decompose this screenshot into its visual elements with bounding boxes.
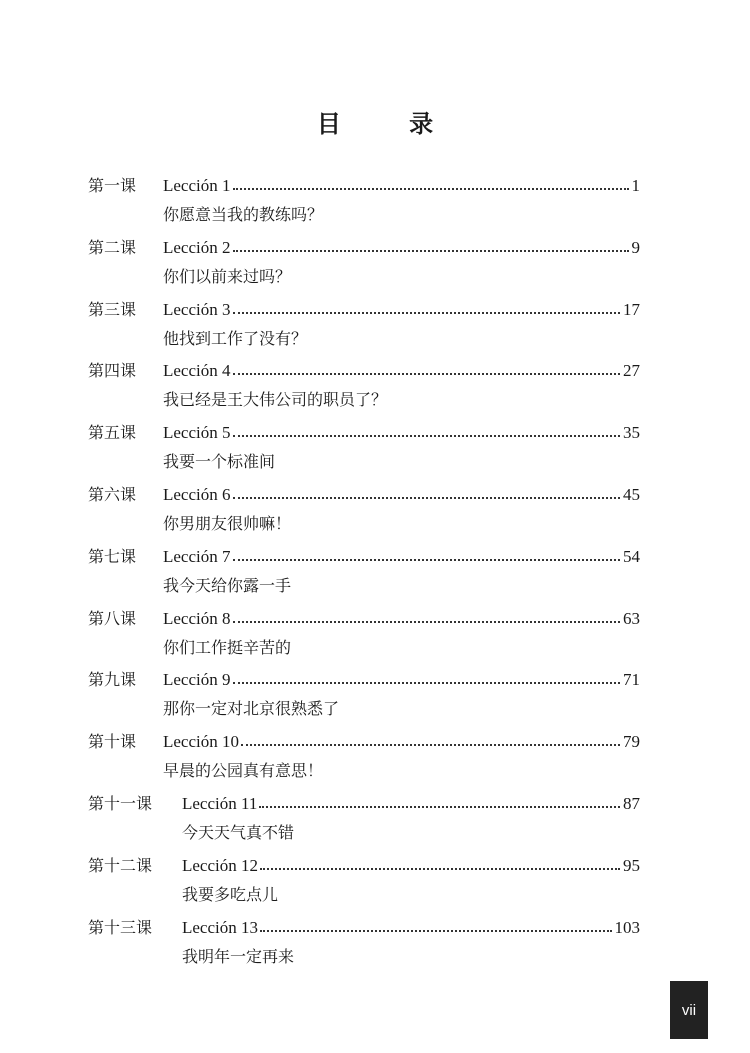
toc-entry[interactable]	[88, 535, 640, 597]
lesson-number: 第十二课	[88, 855, 153, 875]
lesson-title-chinese: 我要一个标准间	[163, 452, 276, 472]
toc-entry[interactable]	[88, 288, 640, 350]
page-ref: 35	[623, 423, 640, 443]
lesson-title-spanish: Lección 9	[163, 670, 231, 690]
table-of-contents	[88, 164, 640, 967]
lesson-title-chinese: 我已经是王大伟公司的职员了？	[163, 390, 388, 410]
page-ref: 79	[623, 732, 640, 752]
toc-entry[interactable]	[88, 473, 640, 535]
lesson-number: 第八课	[88, 608, 137, 628]
lesson-title-chinese: 我明年一定再来	[182, 946, 295, 966]
dot-leader	[233, 312, 621, 314]
lesson-title-spanish: Lección 10	[163, 732, 239, 752]
toc-entry[interactable]	[88, 411, 640, 473]
lesson-title-chinese: 早晨的公园真有意思！	[163, 761, 324, 781]
page-ref: 63	[623, 608, 640, 628]
page-ref: 27	[623, 361, 640, 381]
toc-entry[interactable]	[88, 782, 640, 844]
lesson-number: 第一课	[88, 176, 137, 195]
lesson-title-spanish: Lección 8	[163, 608, 231, 628]
lesson-number: 第五课	[88, 423, 137, 443]
page-ref: 9	[631, 237, 640, 257]
dot-leader	[259, 806, 620, 808]
lesson-title-chinese: 你们工作挺辛苦的	[163, 637, 292, 657]
lesson-title-spanish: Lección 11	[182, 793, 258, 813]
lesson-number: 第七课	[88, 546, 137, 566]
lesson-number: 第三课	[88, 299, 137, 319]
toc-entry[interactable]	[88, 164, 640, 226]
toc-entry[interactable]	[88, 906, 640, 968]
lesson-title-spanish: Lección 7	[163, 546, 231, 566]
toc-entry[interactable]	[88, 226, 640, 288]
lesson-number: 第十一课	[88, 793, 153, 813]
lesson-title-chinese: 你愿意当我的教练吗？	[163, 205, 324, 224]
dot-leader	[233, 435, 621, 437]
toc-entry[interactable]	[88, 844, 640, 906]
page-title: 目 录	[316, 110, 464, 138]
page-number: vii	[670, 981, 708, 1039]
page-ref: 45	[623, 484, 640, 504]
lesson-title-spanish: Lección 13	[182, 917, 258, 937]
lesson-number: 第四课	[88, 361, 137, 381]
page-ref: 1	[631, 176, 640, 195]
lesson-title-spanish: Lección 4	[163, 361, 231, 381]
page-ref: 87	[623, 793, 640, 813]
lesson-title-chinese: 你们以前来过吗？	[163, 266, 292, 286]
lesson-number: 第六课	[88, 484, 137, 504]
page-ref: 17	[623, 299, 640, 319]
page-ref: 95	[623, 855, 640, 875]
toc-entry[interactable]	[88, 349, 640, 411]
lesson-title-spanish: Lección 5	[163, 423, 231, 443]
dot-leader	[260, 868, 620, 870]
dot-leader	[233, 497, 621, 499]
page-ref: 103	[614, 917, 640, 937]
toc-entry[interactable]	[88, 658, 640, 720]
page-ref: 54	[623, 546, 640, 566]
lesson-title-chinese: 我今天给你露一手	[163, 575, 292, 595]
lesson-number: 第二课	[88, 237, 137, 257]
lesson-title-chinese: 他找到工作了没有？	[163, 328, 308, 348]
toc-entry[interactable]	[88, 597, 640, 659]
lesson-title-chinese: 那你一定对北京很熟悉了	[163, 699, 340, 719]
dot-leader	[260, 930, 612, 932]
dot-leader	[233, 373, 621, 375]
lesson-title-spanish: Lección 3	[163, 299, 231, 319]
lesson-title-spanish: Lección 2	[163, 237, 231, 257]
lesson-title-spanish: Lección 1	[163, 176, 231, 195]
lesson-title-spanish: Lección 6	[163, 484, 231, 504]
toc-entry[interactable]	[88, 720, 640, 782]
dot-leader	[233, 682, 621, 684]
dot-leader	[233, 559, 621, 561]
lesson-title-spanish: Lección 12	[182, 855, 258, 875]
dot-leader	[241, 744, 620, 746]
dot-leader	[233, 621, 621, 623]
lesson-title-chinese: 今天天气真不错	[182, 822, 295, 842]
dot-leader	[233, 250, 629, 252]
lesson-number: 第十三课	[88, 917, 153, 937]
page-ref: 71	[623, 670, 640, 690]
lesson-title-chinese: 你男朋友很帅嘛！	[163, 513, 292, 533]
lesson-number: 第十课	[88, 732, 137, 752]
lesson-title-chinese: 我要多吃点儿	[182, 884, 279, 904]
lesson-number: 第九课	[88, 670, 137, 690]
dot-leader	[233, 188, 629, 190]
